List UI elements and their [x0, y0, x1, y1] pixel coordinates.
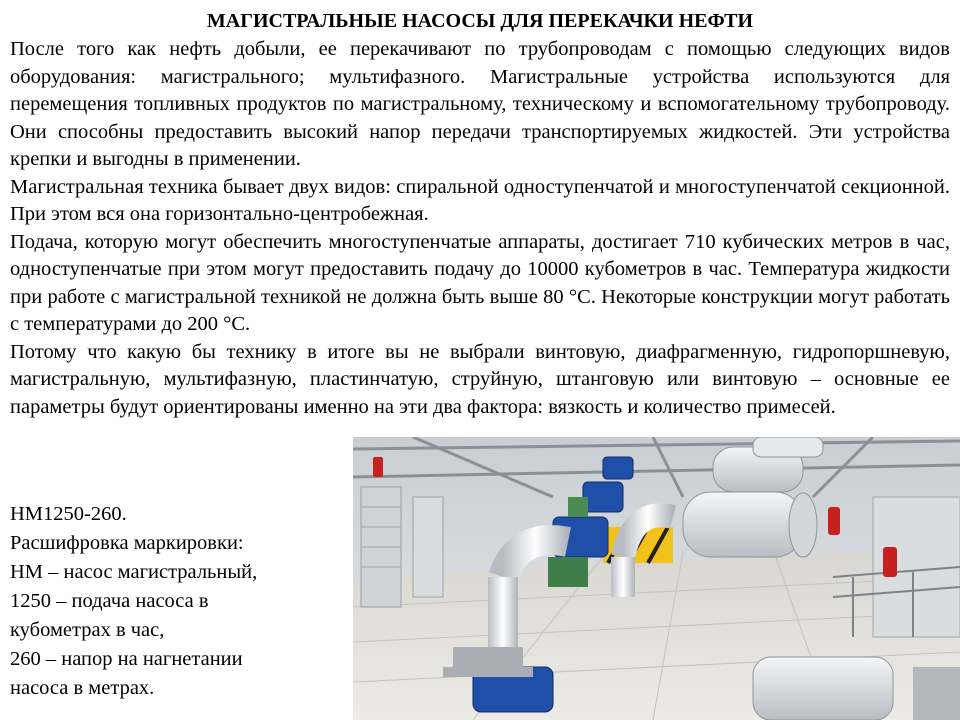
marking-line: Расшифровка маркировки: [10, 532, 244, 554]
pump-station-photo [353, 437, 960, 720]
marking-line: 1250 – подача насоса в [10, 590, 209, 612]
marking-line: кубометрах в час, [10, 619, 165, 641]
marking-line: НМ – насос магистральный, [10, 561, 258, 583]
page-title: МАГИСТРАЛЬНЫЕ НАСОСЫ ДЛЯ ПЕРЕКАЧКИ НЕФТИ [206, 10, 754, 32]
marking-block [10, 500, 350, 703]
marking-line: 260 – напор на нагнетании [10, 648, 243, 670]
marking-code: НМ1250-260. [10, 503, 127, 525]
paragraph-factors: Потому что какую бы технику в итоге вы не выбрали винтовую, диафрагменную, гидропоршневую, магистральную, мультифазную, пластинчатую, струйную, штанговую или винтовую – основные ее параметры будут ориентированы именно на эти два фактора: вязкость и количество примесей. [10, 340, 950, 418]
paragraph-intro: После того как нефть добыли, ее перекачивают по трубопроводам с помощью следующих видов оборудования: магистрального; мультифазного. Магистральные устройства используются для перемещения топливных продуктов по магистральному, техническому и вспомогательному трубопроводу. Они способны предоставить высокий напор передачи транспортируемых жидкостей. Эти устройства крепки и выгодны в применении. [10, 38, 950, 170]
paragraph-types: Магистральная техника бывает двух видов: спиральной одноступенчатой и многоступенчатой секционной. При этом вся она горизонтально-центробежная. [10, 175, 950, 225]
main-text [10, 36, 950, 421]
paragraph-capacity: Подача, которую могут обеспечить многоступенчатые аппараты, достигает 710 кубических метров в час, одноступенчатые при этом могут предоставить подачу до 10000 кубометров в час. Температура жидкости при работе с магистральной техникой не должна быть выше 80 °С. Некоторые конструкции могут работать с температурами до 200 °С. [10, 230, 950, 335]
marking-line: насоса в метрах. [10, 677, 155, 699]
